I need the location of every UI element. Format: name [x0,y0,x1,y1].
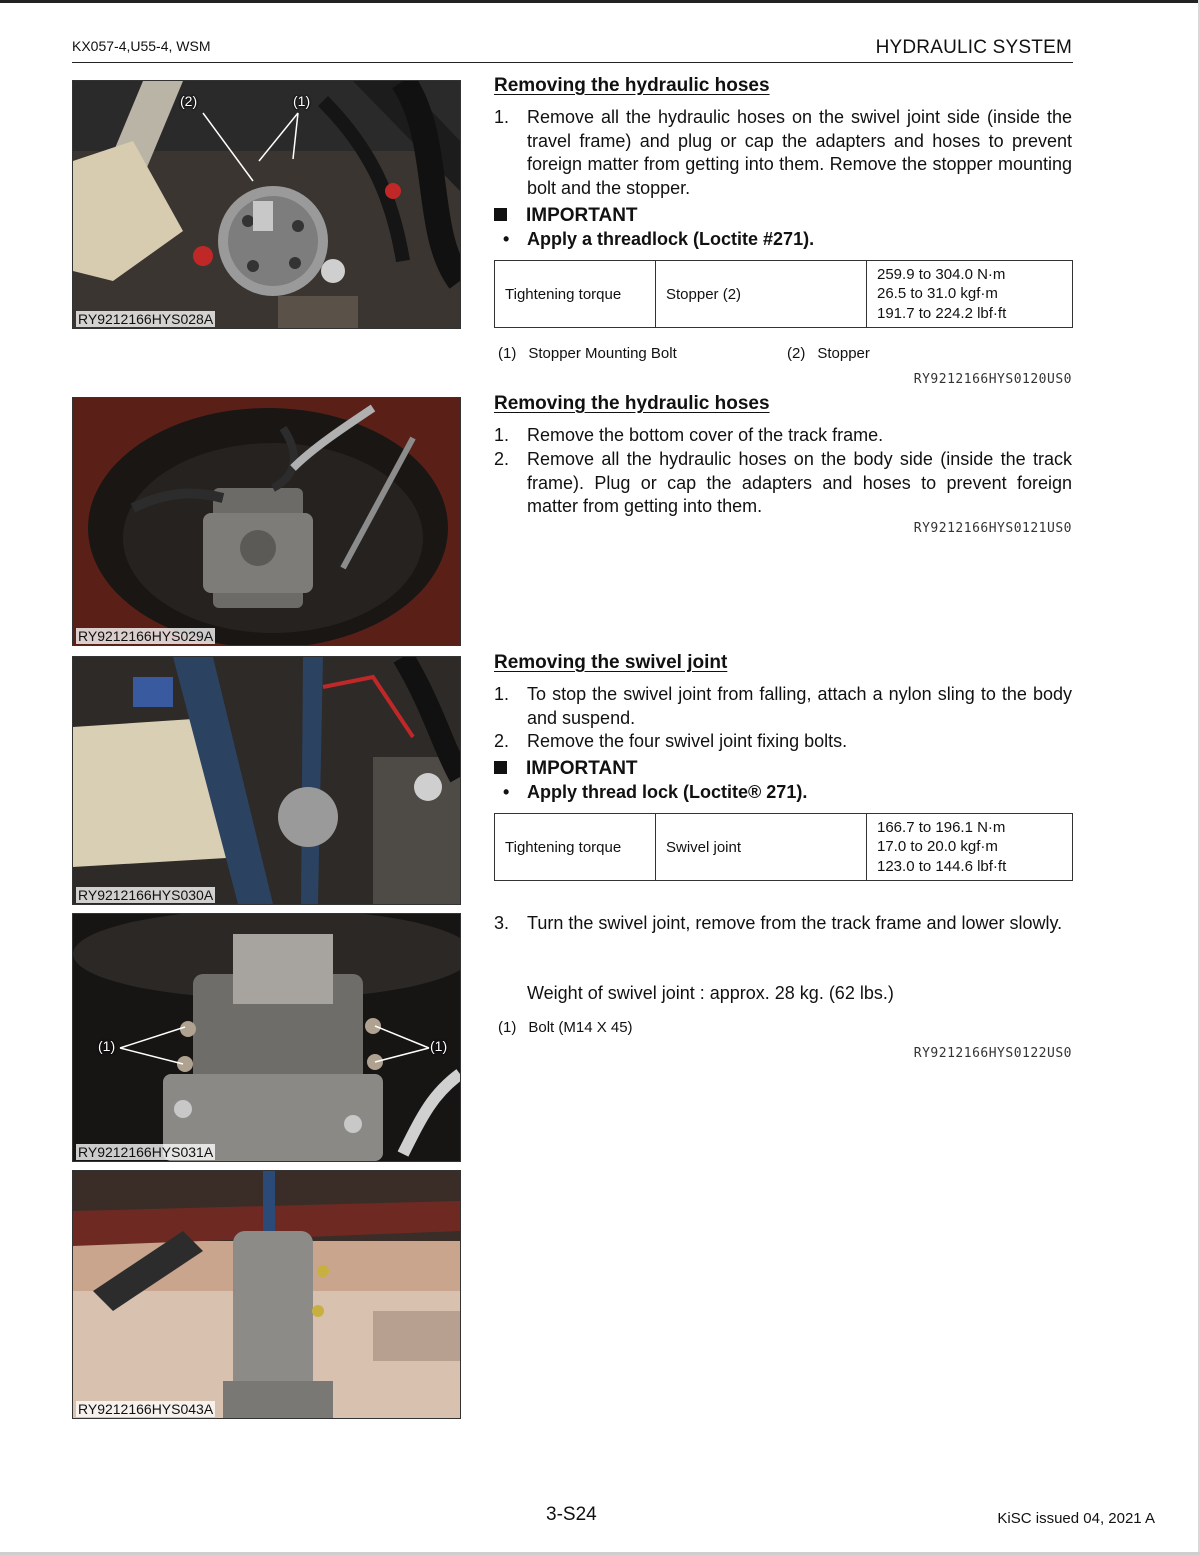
photo-nylon-sling [72,656,461,905]
torque-kgfm: 26.5 to 31.0 kgf·m [877,285,998,303]
section-title-remove-swivel-joint: Removing the swivel joint [494,652,728,673]
step [494,912,1072,936]
step [494,730,1072,754]
step-text: Turn the swivel joint, remove from the track frame and lower slowly. [527,913,1063,933]
torque-table-swivel-joint [494,813,1073,881]
photo-id: RY9212166HYS043A [78,1401,214,1417]
torque-values [867,814,1073,881]
photo-swivel-joint-top [72,80,461,329]
photo-swivel-joint-lowered-image [73,1171,460,1418]
torque-nm: 259.9 to 304.0 N·m [877,265,1006,283]
step [494,683,1072,730]
step-text: To stop the swivel joint from falling, attach a nylon sling to the body and suspend. [527,684,1072,728]
header-section: HYDRAULIC SYSTEM [875,37,1072,58]
step-text: Remove the four swivel joint fixing bolts. [527,731,848,751]
bullet-dot-icon: • [503,229,510,249]
callout-1: (1) [293,93,311,109]
photo-swivel-joint-lowered [72,1170,461,1419]
photo-id: RY9212166HYS030A [78,887,214,903]
photo-track-frame-bottom-image [73,398,460,645]
step-text: Remove all the hydraulic hoses on the swivel joint side (inside the travel frame) and plug or cap the adapters and hoses to prevent foreign matter from getting into them. Remove the stopper mounting bolt and the stopper. [527,107,1072,198]
square-bullet-icon [494,208,507,221]
step-text: Remove the bottom cover of the track frame. [527,425,884,445]
square-bullet-icon [494,761,507,774]
photo-nylon-sling-image [73,657,460,904]
legend-label: Stopper Mounting Bolt [528,345,677,362]
legend-item [498,345,677,362]
step-number: 2. [494,731,510,751]
photo-swivel-joint-top-image [73,81,460,328]
torque-values [867,261,1073,328]
torque-kgfm: 17.0 to 20.0 kgf·m [877,838,998,856]
step-number: 1. [494,425,510,445]
photo-swivel-joint-bolts-image [73,914,460,1161]
photo-id: RY9212166HYS031A [78,1144,214,1160]
step-text: Remove all the hydraulic hoses on the body side (inside the track frame). Plug or cap the adapters and hoses to prevent foreign matter from getting into them. [527,449,1072,516]
bullet-dot-icon: • [503,782,510,802]
important-text: IMPORTANT [526,205,638,226]
torque-label: Tightening torque [495,261,656,328]
torque-part: Swivel joint [656,814,867,881]
swivel-joint-weight: Weight of swivel joint : approx. 28 kg. (62 lbs.) [527,983,894,1003]
torque-nm: 166.7 to 196.1 N·m [877,818,1006,836]
important-note-text: Apply thread lock (Loctite® 271). [527,782,808,802]
page-number: 3-S24 [546,1504,597,1525]
reference-code: RY9212166HYS0122US0 [913,1046,1072,1061]
step-number: 3. [494,913,510,933]
important-text: IMPORTANT [526,758,638,779]
torque-part: Stopper (2) [656,261,867,328]
callout-1-right: (1) [430,1038,448,1054]
torque-table-stopper [494,260,1073,328]
legend-num: (1) [498,1019,517,1036]
header-rule [72,62,1073,63]
important-note-text: Apply a threadlock (Loctite #271). [527,229,815,249]
reference-code: RY9212166HYS0121US0 [913,521,1072,536]
photo-track-frame-bottom [72,397,461,646]
step-number: 2. [494,449,510,469]
torque-lbfft: 191.7 to 224.2 lbf·ft [877,304,1007,322]
section-title-remove-hoses-1: Removing the hydraulic hoses [494,75,770,96]
photo-swivel-joint-bolts [72,913,461,1162]
step [494,424,1072,448]
legend-item [498,1019,633,1036]
legend-item [787,345,870,362]
issue-info: KiSC issued 04, 2021 A [997,1510,1155,1527]
legend-num: (2) [787,345,806,362]
section-title-remove-hoses-2: Removing the hydraulic hoses [494,393,770,414]
torque-lbfft: 123.0 to 144.6 lbf·ft [877,857,1007,875]
important-note [494,229,814,250]
important-label [494,758,638,780]
step [494,448,1072,519]
legend-num: (1) [498,345,517,362]
photo-id: RY9212166HYS029A [78,628,214,644]
step-number: 1. [494,107,510,127]
photo-id: RY9212166HYS028A [78,311,214,327]
step-number: 1. [494,684,510,704]
legend-label: Stopper [817,345,870,362]
callout-2: (2) [180,93,198,109]
important-note [494,782,807,803]
important-label [494,205,638,227]
torque-label: Tightening torque [495,814,656,881]
header-model: KX057-4,U55-4, WSM [72,38,211,54]
step [494,106,1072,200]
legend-label: Bolt (M14 X 45) [528,1019,633,1036]
callout-1-left: (1) [98,1038,116,1054]
reference-code: RY9212166HYS0120US0 [913,372,1072,387]
page-top-border [0,0,1200,3]
